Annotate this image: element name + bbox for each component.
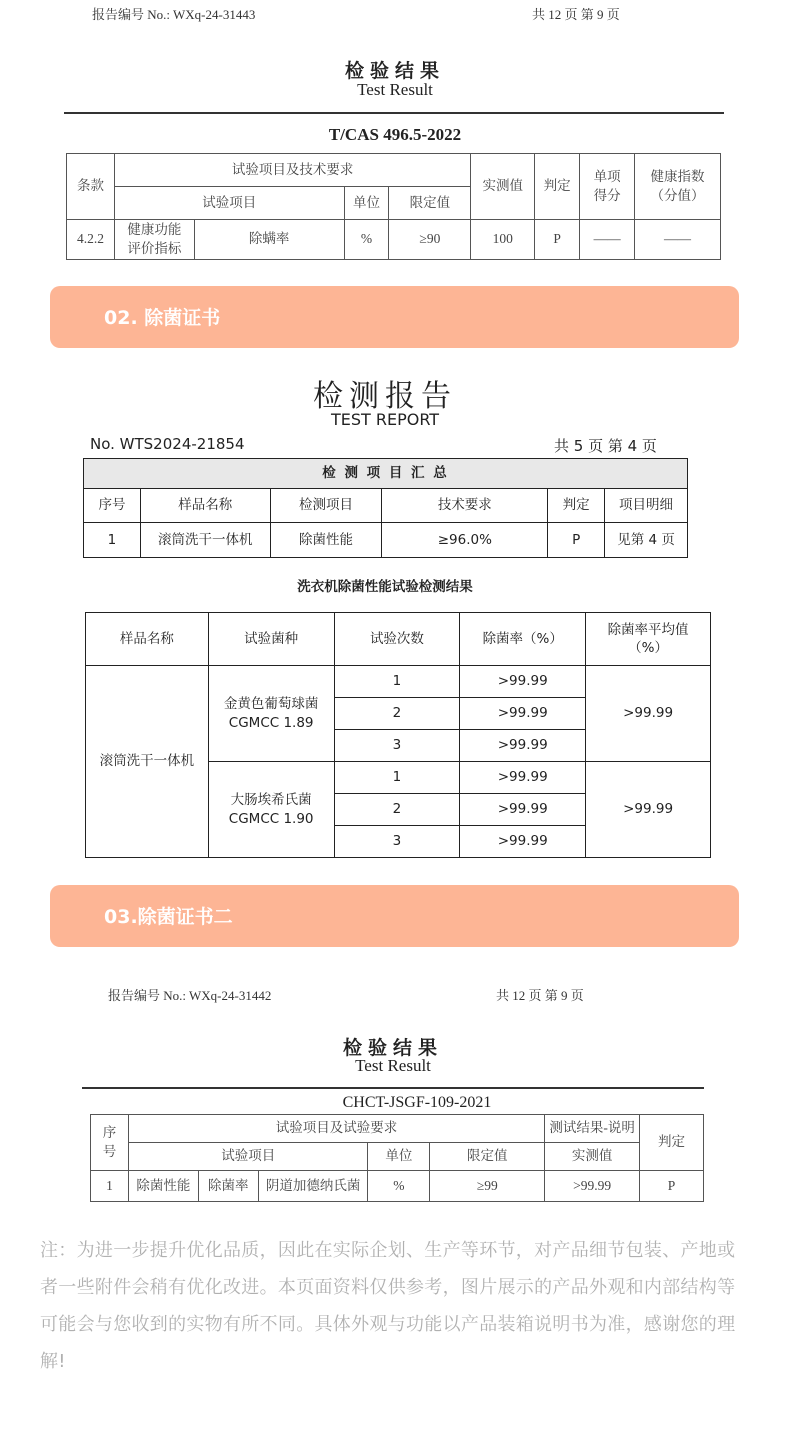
unit-cell: % <box>368 1171 430 1202</box>
clause-cell: 4.2.2 <box>67 220 115 260</box>
trial-cell: 1 <box>334 762 460 794</box>
strain-cell: 大肠埃希氏菌 CGMCC 1.90 <box>208 762 334 858</box>
measured-header: 实测值 <box>471 154 535 220</box>
page-count: 共 5 页 第 4 页 <box>554 437 657 455</box>
items-req-header: 试验项目及试验要求 <box>128 1115 544 1143</box>
summary-table <box>83 458 688 558</box>
limit-cell: ≥99 <box>430 1171 545 1202</box>
item-header: 试验项目 <box>128 1143 368 1171</box>
result-header: 测试结果-说明 <box>545 1115 640 1143</box>
page-count: 共 12 页 第 9 页 <box>532 7 620 22</box>
limit-cell: ≥90 <box>389 220 471 260</box>
health-index-header: 健康指数 （分值） <box>635 154 721 220</box>
category-cell: 健康功能 评价指标 <box>114 220 194 260</box>
table-cell: 见第 4 页 <box>605 523 688 558</box>
table-cell: P <box>548 523 605 558</box>
unit-header: 单位 <box>344 187 389 220</box>
avg-cell: >99.99 <box>586 666 711 762</box>
col-header: 技术要求 <box>382 489 548 523</box>
report-title-en: Test Result <box>357 80 433 99</box>
strain-cell: 金黄色葡萄球菌 CGMCC 1.89 <box>208 666 334 762</box>
col-header: 序号 <box>84 489 141 523</box>
trial-cell: 1 <box>334 666 460 698</box>
item-cell: 除螨率 <box>194 220 344 260</box>
report-title-cn: 检验结果 <box>344 61 445 82</box>
judge-header: 判定 <box>535 154 580 220</box>
avg-header: 除菌率平均值 （%） <box>586 613 711 666</box>
index-cell: —— <box>635 220 721 260</box>
col-header: 样品名称 <box>140 489 270 523</box>
rate-cell: >99.99 <box>460 730 586 762</box>
times-header: 试验次数 <box>334 613 460 666</box>
report-number: 报告编号 No.: WXq-24-31443 <box>92 7 256 22</box>
item-cell: 除菌率 <box>198 1171 258 1202</box>
rate-cell: >99.99 <box>460 698 586 730</box>
summary-title: 检 测 项 目 汇 总 <box>84 459 688 489</box>
category-cell: 除菌性能 <box>128 1171 198 1202</box>
sample-header: 样品名称 <box>86 613 209 666</box>
table-cell: 1 <box>84 523 141 558</box>
unit-cell: % <box>344 220 389 260</box>
standard-code: T/CAS 496.5-2022 <box>328 125 462 144</box>
report-title-cn: 检验结果 <box>342 1038 443 1059</box>
section-banner-03 <box>50 885 739 947</box>
seq-cell: 1 <box>91 1171 129 1202</box>
report-number: No. WTS2024-21854 <box>90 435 245 453</box>
result-table <box>90 1114 704 1202</box>
trial-cell: 3 <box>334 730 460 762</box>
judge-header: 判定 <box>640 1115 704 1171</box>
avg-cell: >99.99 <box>586 762 711 858</box>
limit-header: 限定值 <box>389 187 471 220</box>
rate-header: 除菌率（%） <box>460 613 586 666</box>
table-cell: 滚筒洗干一体机 <box>140 523 270 558</box>
table-cell: ≥96.0% <box>382 523 548 558</box>
trial-cell: 2 <box>334 794 460 826</box>
measured-header: 实测值 <box>545 1143 640 1171</box>
item-header: 试验项目 <box>114 187 344 220</box>
result-table <box>66 153 721 260</box>
judge-cell: P <box>535 220 580 260</box>
limit-header: 限定值 <box>430 1143 545 1171</box>
section-banner-label: 02. 除菌证书 <box>104 307 221 329</box>
score-cell: —— <box>580 220 635 260</box>
sterilization-results-table <box>85 612 711 858</box>
divider <box>82 1087 704 1089</box>
strain-header: 试验菌种 <box>208 613 334 666</box>
disclaimer-note: 注：为进一步提升优化品质，因此在实际企划、生产等环节，对产品细节包装、产地或者一些附件会稍有优化改进。本页面资料仅供参考，图片展示的产品外观和内部结构等可能会与您收到的实物有所不同。具体外观与功能以产品装箱说明书为准，感谢您的理解! <box>40 1240 736 1372</box>
unit-header: 单位 <box>368 1143 430 1171</box>
divider <box>64 112 724 114</box>
measured-cell: 100 <box>471 220 535 260</box>
section-banner-label: 03.除菌证书二 <box>104 906 233 928</box>
measured-cell: >99.99 <box>545 1171 640 1202</box>
report-title-en: Test Result <box>355 1056 431 1075</box>
col-header: 检测项目 <box>270 489 382 523</box>
clause-header: 条款 <box>67 154 115 220</box>
rate-cell: >99.99 <box>460 762 586 794</box>
page-count: 共 12 页 第 9 页 <box>496 988 584 1003</box>
trial-cell: 2 <box>334 698 460 730</box>
judge-cell: P <box>640 1171 704 1202</box>
col-header: 项目明细 <box>605 489 688 523</box>
rate-cell: >99.99 <box>460 666 586 698</box>
standard-code: CHCT-JSGF-109-2021 <box>342 1094 492 1111</box>
rate-cell: >99.99 <box>460 794 586 826</box>
results-subtitle: 洗衣机除菌性能试验检测结果 <box>297 579 473 595</box>
single-score-header: 单项 得分 <box>580 154 635 220</box>
col-header: 判定 <box>548 489 605 523</box>
seq-header: 序 号 <box>91 1115 129 1171</box>
strain-cell: 阴道加德纳氏菌 <box>258 1171 368 1202</box>
items-req-header: 试验项目及技术要求 <box>114 154 470 187</box>
report-title-en: TEST REPORT <box>330 410 440 429</box>
table-cell: 除菌性能 <box>270 523 382 558</box>
report-title-cn: 检测报告 <box>313 379 457 414</box>
sample-cell: 滚筒洗干一体机 <box>86 666 209 858</box>
section-banner-02 <box>50 286 739 348</box>
report-number: 报告编号 No.: WXq-24-31442 <box>108 988 272 1003</box>
trial-cell: 3 <box>334 826 460 858</box>
rate-cell: >99.99 <box>460 826 586 858</box>
